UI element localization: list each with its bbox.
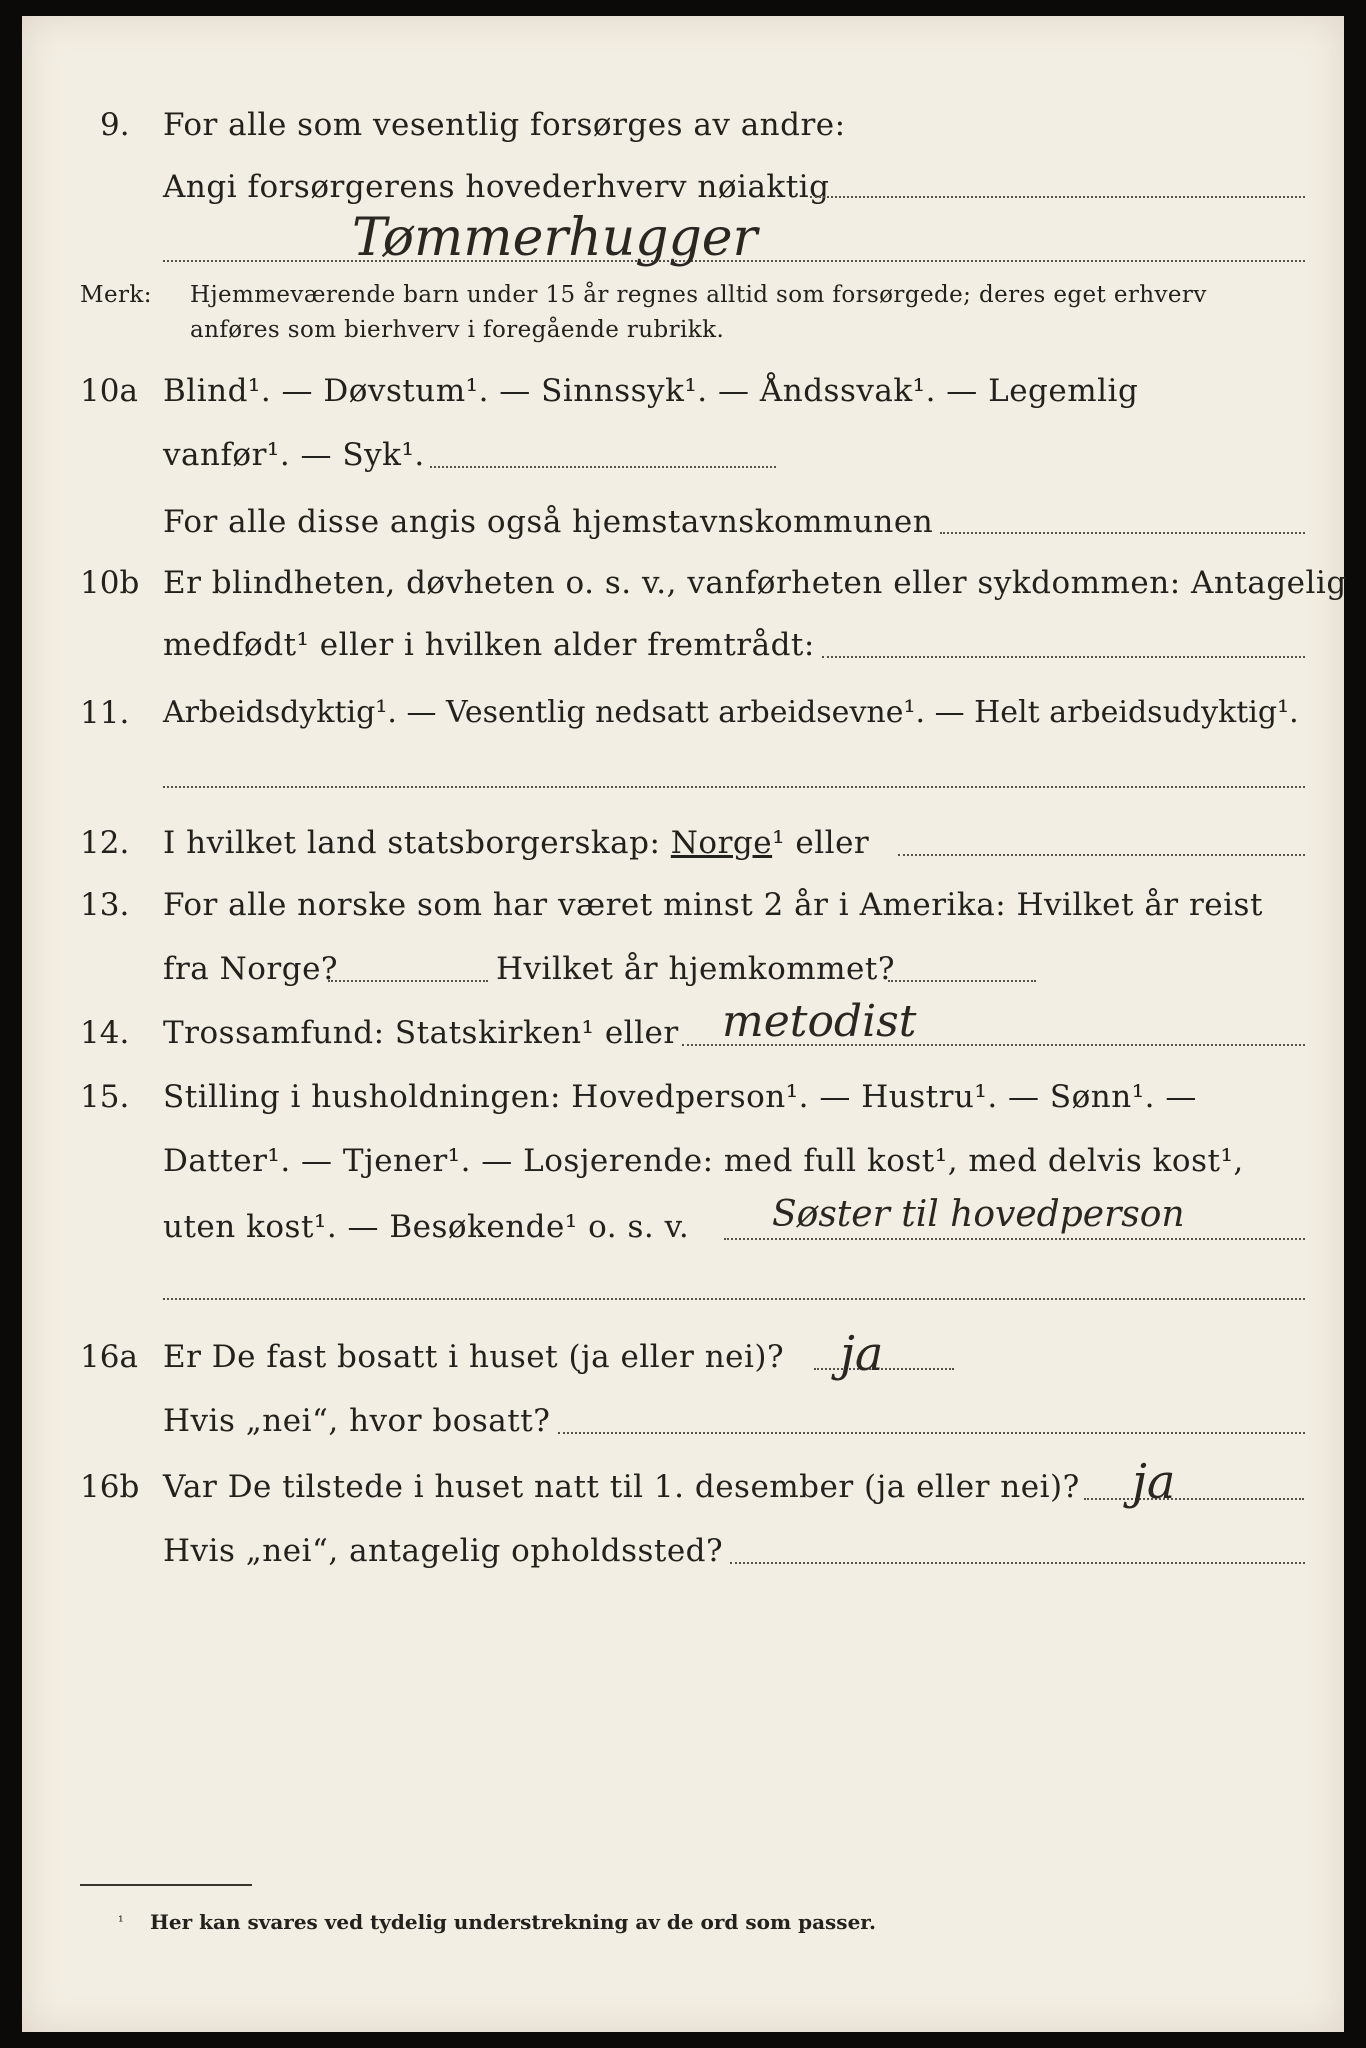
q13-number: 13. bbox=[80, 887, 130, 923]
q12-prefix: I hvilket land statsborgerskap: bbox=[163, 825, 661, 861]
q10a-line3-fill bbox=[940, 532, 1305, 534]
q15-fill bbox=[724, 1238, 1305, 1240]
q10b-line2: medfødt¹ eller i hvilken alder fremtrådt: bbox=[163, 627, 815, 663]
q16a-fill bbox=[814, 1368, 954, 1370]
footnote-rule bbox=[80, 1884, 252, 1886]
census-form-page bbox=[22, 16, 1347, 2032]
q14-number: 14. bbox=[80, 1015, 130, 1051]
q16b-line2: Hvis „nei“, antagelig opholdssted? bbox=[163, 1533, 724, 1569]
q10a-line2-fill bbox=[430, 466, 776, 468]
q16a-handwritten-answer: ja bbox=[840, 1326, 884, 1382]
q15-line3: uten kost¹. — Besøkende¹ o. s. v. bbox=[163, 1209, 690, 1245]
q15-fill-line2 bbox=[163, 1298, 1305, 1300]
q15-handwritten-answer: Søster til hovedperson bbox=[772, 1194, 1185, 1235]
q9-number: 9. bbox=[100, 107, 130, 143]
q11-line1: Arbeidsdyktig¹. — Vesentlig nedsatt arbeidsevne¹. — Helt arbeidsudyktig¹. bbox=[163, 695, 1299, 730]
q9-answer-line bbox=[810, 196, 1305, 198]
merk-line2: anføres som bierhverv i foregående rubrikk. bbox=[190, 317, 725, 343]
q13-line1: For alle norske som har været minst 2 år i Amerika: Hvilket år reist bbox=[163, 887, 1263, 923]
q16b-fill bbox=[1084, 1498, 1304, 1500]
q14-handwritten-answer: metodist bbox=[722, 996, 917, 1047]
q16b-number: 16b bbox=[80, 1469, 140, 1505]
q10a-number: 10a bbox=[80, 373, 138, 409]
q12-choice-norge: Norge bbox=[670, 825, 773, 861]
q16a-line1: Er De fast bosatt i huset (ja eller nei)? bbox=[163, 1339, 785, 1375]
q10a-line1: Blind¹. — Døvstum¹. — Sinnssyk¹. — Åndssvak¹. — Legemlig bbox=[163, 373, 1139, 409]
q10a-line3: For alle disse angis også hjemstavnskommunen bbox=[163, 504, 934, 540]
q10a-line2: vanfør¹. — Syk¹. bbox=[163, 437, 425, 473]
q15-number: 15. bbox=[80, 1079, 130, 1115]
q13-fill-b bbox=[888, 980, 1036, 982]
q16b-line1: Var De tilstede i huset natt til 1. desember (ja eller nei)? bbox=[163, 1469, 1080, 1505]
q14-line1: Trossamfund: Statskirken¹ eller bbox=[163, 1015, 679, 1051]
q15-line1: Stilling i husholdningen: Hovedperson¹. — Hustru¹. — Sønn¹. — bbox=[163, 1079, 1197, 1115]
q11-fill-line bbox=[163, 786, 1305, 788]
q12-fill bbox=[898, 854, 1305, 856]
q16a-number: 16a bbox=[80, 1339, 138, 1375]
merk-label: Merk: bbox=[80, 282, 152, 308]
q16b-fill2 bbox=[730, 1562, 1305, 1564]
q13-line2a: fra Norge? bbox=[163, 951, 339, 987]
q9-line1: For alle som vesentlig forsørges av andre: bbox=[163, 107, 846, 143]
q12-number: 12. bbox=[80, 825, 130, 861]
q9-line2: Angi forsørgerens hovederhverv nøiaktig bbox=[163, 169, 830, 205]
q13-line2b: Hvilket år hjemkommet? bbox=[496, 951, 895, 987]
merk-line1: Hjemmeværende barn under 15 år regnes alltid som forsørgede; deres eget erhverv bbox=[190, 282, 1207, 308]
q16a-fill2 bbox=[558, 1432, 1305, 1434]
q11-number: 11. bbox=[80, 695, 130, 731]
q16a-line2: Hvis „nei“, hvor bosatt? bbox=[163, 1403, 551, 1439]
q12-line bbox=[163, 824, 869, 862]
footnote-text: Her kan svares ved tydelig understrekning av de ord som passer. bbox=[150, 1910, 876, 1934]
q15-line2: Datter¹. — Tjener¹. — Losjerende: med full kost¹, med delvis kost¹, bbox=[163, 1143, 1244, 1179]
footnote-mark: ¹ bbox=[118, 1914, 124, 1930]
q9-handwritten-answer: Tømmerhugger bbox=[352, 208, 758, 268]
q12-suffix: ¹ eller bbox=[772, 825, 870, 861]
q10b-line2-fill bbox=[822, 656, 1305, 658]
q10b-line1: Er blindheten, døvheten o. s. v., vanførheten eller sykdommen: Antagelig bbox=[163, 565, 1347, 601]
q10b-number: 10b bbox=[80, 565, 140, 601]
q13-fill-a bbox=[328, 980, 488, 982]
q16b-handwritten-answer: ja bbox=[1132, 1454, 1176, 1510]
